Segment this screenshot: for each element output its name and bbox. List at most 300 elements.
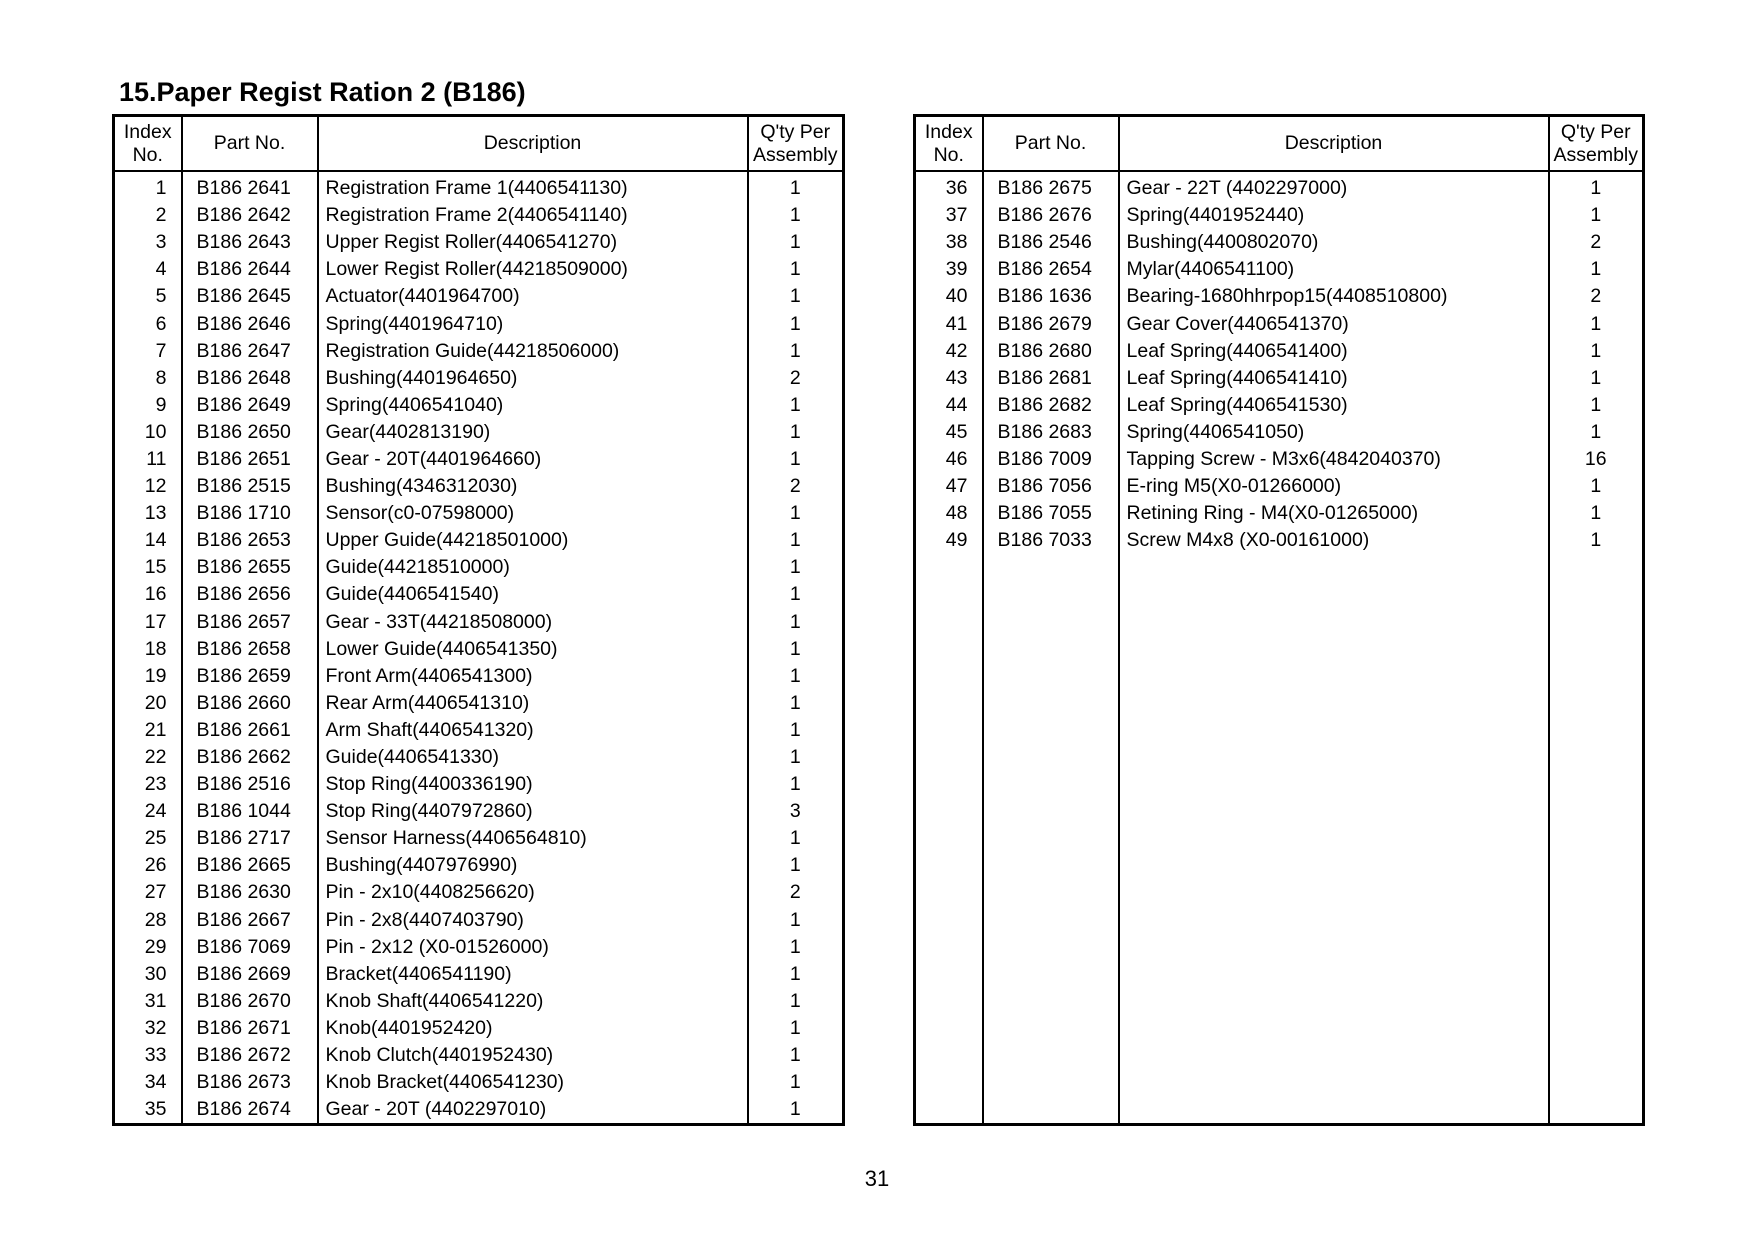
- cell-description: Upper Regist Roller(4406541270): [318, 229, 748, 256]
- cell-part-no: B186 2676: [983, 202, 1119, 229]
- cell-part-no: B186 2630: [182, 879, 318, 906]
- table-row: [915, 256, 1644, 283]
- table-row: [915, 338, 1644, 365]
- cell-description: Pin - 2x10(4408256620): [318, 879, 748, 906]
- cell-part-no: B186 2683: [983, 419, 1119, 446]
- cell-qty: 1: [789, 1044, 801, 1067]
- table-row: [114, 338, 844, 365]
- cell-qty: 1: [789, 718, 801, 741]
- empty-cell: [983, 717, 1119, 744]
- empty-cell: [983, 825, 1119, 852]
- empty-row: [915, 934, 1644, 961]
- cell-index: 9: [114, 392, 182, 419]
- column-header-description: Description: [1119, 116, 1549, 172]
- cell-part-no: B186 2646: [182, 310, 318, 337]
- table-row: [114, 202, 844, 229]
- table-row: [114, 365, 844, 392]
- empty-row: [915, 771, 1644, 798]
- column-header-index: [114, 116, 182, 172]
- empty-row: [915, 1096, 1644, 1125]
- cell-index: 22: [114, 744, 182, 771]
- column-header-index: [915, 116, 983, 172]
- empty-cell: [915, 609, 983, 636]
- table-row: [114, 961, 844, 988]
- cell-description: Spring(4401964710): [318, 310, 748, 337]
- empty-cell: [983, 636, 1119, 663]
- column-header-part-no: Part No.: [182, 116, 318, 172]
- table-row: [114, 879, 844, 906]
- cell-index: 3: [114, 229, 182, 256]
- empty-cell: [1119, 771, 1549, 798]
- cell-qty: 1: [789, 637, 801, 660]
- cell-qty: 1: [789, 583, 801, 606]
- empty-row: [915, 879, 1644, 906]
- cell-part-no: B186 2665: [182, 852, 318, 879]
- cell-description: Front Arm(4406541300): [318, 663, 748, 690]
- cell-qty: 1: [789, 773, 801, 796]
- empty-cell: [915, 798, 983, 825]
- cell-qty: 1: [789, 204, 801, 227]
- cell-part-no: B186 2647: [182, 338, 318, 365]
- table-row: [114, 256, 844, 283]
- cell-part-no: B186 2675: [983, 171, 1119, 202]
- cell-description: Knob Shaft(4406541220): [318, 988, 748, 1015]
- cell-index: 43: [915, 365, 983, 392]
- empty-cell: [915, 1069, 983, 1096]
- empty-row: [915, 690, 1644, 717]
- cell-index: 21: [114, 717, 182, 744]
- empty-row: [915, 988, 1644, 1015]
- cell-part-no: B186 2659: [182, 663, 318, 690]
- empty-cell: [915, 825, 983, 852]
- cell-qty: 1: [789, 231, 801, 254]
- table-row: [114, 1015, 844, 1042]
- empty-cell: [915, 1096, 983, 1125]
- table-row: [114, 446, 844, 473]
- empty-row: [915, 1015, 1644, 1042]
- column-header-qty: [1549, 116, 1644, 172]
- table-row: [114, 852, 844, 879]
- cell-index: 41: [915, 310, 983, 337]
- column-header-qty: [748, 116, 844, 172]
- table-row: [915, 500, 1644, 527]
- cell-qty: 1: [1590, 420, 1602, 443]
- cell-qty: 3: [789, 800, 801, 823]
- page-title: 15.Paper Regist Ration 2 (B186): [119, 77, 526, 107]
- empty-cell: [1549, 852, 1644, 879]
- empty-cell: [1119, 825, 1549, 852]
- table-row: [114, 392, 844, 419]
- cell-qty: 1: [789, 854, 801, 877]
- table-row: [915, 310, 1644, 337]
- table-row: [915, 527, 1644, 554]
- empty-cell: [1119, 988, 1549, 1015]
- cell-index: 29: [114, 934, 182, 961]
- cell-index: 35: [114, 1096, 182, 1125]
- empty-cell: [1549, 1096, 1644, 1125]
- table-row: [114, 771, 844, 798]
- cell-part-no: B186 2670: [182, 988, 318, 1015]
- cell-description: Gear - 33T(44218508000): [318, 609, 748, 636]
- cell-qty: 1: [789, 502, 801, 525]
- empty-cell: [1549, 771, 1644, 798]
- empty-cell: [1549, 663, 1644, 690]
- cell-part-no: B186 2651: [182, 446, 318, 473]
- cell-qty: 1: [789, 908, 801, 931]
- cell-part-no: B186 2671: [182, 1015, 318, 1042]
- empty-cell: [1119, 1069, 1549, 1096]
- cell-index: 42: [915, 338, 983, 365]
- cell-qty: 1: [1590, 502, 1602, 525]
- cell-qty: 1: [789, 556, 801, 579]
- cell-index: 16: [114, 581, 182, 608]
- header-line: Assembly: [1553, 143, 1639, 166]
- cell-qty: 16: [1584, 447, 1607, 470]
- cell-qty: 1: [1590, 475, 1602, 498]
- table-row: [114, 171, 844, 202]
- empty-cell: [1119, 636, 1549, 663]
- empty-cell: [1119, 934, 1549, 961]
- empty-cell: [1549, 609, 1644, 636]
- cell-description: Lower Guide(4406541350): [318, 636, 748, 663]
- cell-description: Screw M4x8 (X0-00161000): [1119, 527, 1549, 554]
- empty-cell: [1549, 1042, 1644, 1069]
- cell-description: Actuator(4401964700): [318, 283, 748, 310]
- cell-qty: 1: [789, 1016, 801, 1039]
- cell-description: Registration Guide(44218506000): [318, 338, 748, 365]
- empty-cell: [983, 961, 1119, 988]
- empty-cell: [983, 744, 1119, 771]
- cell-description: Gear Cover(4406541370): [1119, 310, 1549, 337]
- empty-row: [915, 798, 1644, 825]
- cell-qty: 1: [789, 312, 801, 335]
- cell-index: 40: [915, 283, 983, 310]
- header-line: Index: [924, 120, 973, 143]
- cell-index: 45: [915, 419, 983, 446]
- column-header-description: Description: [318, 116, 748, 172]
- cell-description: Pin - 2x8(4407403790): [318, 907, 748, 934]
- cell-qty: 1: [789, 1071, 801, 1094]
- empty-cell: [915, 961, 983, 988]
- cell-description: Leaf Spring(4406541400): [1119, 338, 1549, 365]
- cell-part-no: B186 2660: [182, 690, 318, 717]
- header-line: No.: [933, 143, 964, 166]
- table-row: [915, 419, 1644, 446]
- cell-index: 44: [915, 392, 983, 419]
- cell-part-no: B186 2653: [182, 527, 318, 554]
- cell-part-no: B186 1044: [182, 798, 318, 825]
- header-line: Index: [123, 120, 172, 143]
- cell-index: 37: [915, 202, 983, 229]
- table-row: [114, 825, 844, 852]
- cell-qty: 1: [1590, 529, 1602, 552]
- cell-index: 4: [114, 256, 182, 283]
- cell-qty: 1: [789, 746, 801, 769]
- table-row: [915, 171, 1644, 202]
- cell-description: Guide(4406541330): [318, 744, 748, 771]
- cell-index: 18: [114, 636, 182, 663]
- cell-part-no: B186 2655: [182, 554, 318, 581]
- empty-row: [915, 744, 1644, 771]
- cell-index: 38: [915, 229, 983, 256]
- cell-index: 1: [114, 171, 182, 202]
- cell-description: Spring(4406541050): [1119, 419, 1549, 446]
- cell-qty: 1: [789, 1098, 801, 1121]
- header-line: Q'ty Per: [1560, 120, 1631, 143]
- cell-part-no: B186 2669: [182, 961, 318, 988]
- empty-cell: [1119, 879, 1549, 906]
- cell-description: Bushing(4400802070): [1119, 229, 1549, 256]
- cell-description: Spring(4406541040): [318, 392, 748, 419]
- header-line: Q'ty Per: [760, 120, 831, 143]
- cell-qty: 1: [789, 447, 801, 470]
- empty-cell: [1119, 1096, 1549, 1125]
- cell-description: Knob Bracket(4406541230): [318, 1069, 748, 1096]
- empty-row: [915, 825, 1644, 852]
- table-row: [114, 527, 844, 554]
- empty-cell: [983, 690, 1119, 717]
- cell-description: Guide(44218510000): [318, 554, 748, 581]
- table-row: [915, 446, 1644, 473]
- cell-part-no: B186 2667: [182, 907, 318, 934]
- cell-index: 11: [114, 446, 182, 473]
- empty-cell: [1549, 636, 1644, 663]
- table-row: [114, 609, 844, 636]
- cell-description: Gear(4402813190): [318, 419, 748, 446]
- empty-cell: [915, 1042, 983, 1069]
- empty-cell: [1119, 907, 1549, 934]
- table-row: [114, 1069, 844, 1096]
- cell-index: 7: [114, 338, 182, 365]
- cell-qty: 1: [1590, 204, 1602, 227]
- empty-cell: [983, 798, 1119, 825]
- empty-cell: [1119, 663, 1549, 690]
- cell-index: 32: [114, 1015, 182, 1042]
- empty-row: [915, 961, 1644, 988]
- table-row: [915, 392, 1644, 419]
- cell-part-no: B186 2516: [182, 771, 318, 798]
- empty-cell: [1549, 934, 1644, 961]
- empty-cell: [915, 988, 983, 1015]
- cell-description: Lower Regist Roller(44218509000): [318, 256, 748, 283]
- table-row: [114, 554, 844, 581]
- table-header-row: [915, 116, 1644, 172]
- table-row: [114, 1096, 844, 1125]
- cell-description: Gear - 20T(4401964660): [318, 446, 748, 473]
- cell-description: Bracket(4406541190): [318, 961, 748, 988]
- cell-qty: 1: [1590, 177, 1602, 200]
- empty-cell: [983, 988, 1119, 1015]
- empty-cell: [915, 852, 983, 879]
- empty-row: [915, 907, 1644, 934]
- cell-description: Registration Frame 2(4406541140): [318, 202, 748, 229]
- table-row: [915, 202, 1644, 229]
- table-row: [114, 283, 844, 310]
- cell-description: Registration Frame 1(4406541130): [318, 171, 748, 202]
- table-row: [114, 988, 844, 1015]
- header-line: No.: [132, 143, 163, 166]
- cell-description: Stop Ring(4400336190): [318, 771, 748, 798]
- cell-qty: 2: [789, 366, 801, 389]
- empty-cell: [983, 852, 1119, 879]
- empty-cell: [915, 690, 983, 717]
- table-row: [114, 798, 844, 825]
- cell-part-no: B186 1636: [983, 283, 1119, 310]
- cell-part-no: B186 7056: [983, 473, 1119, 500]
- table-row: [114, 581, 844, 608]
- cell-qty: 1: [789, 258, 801, 281]
- cell-index: 2: [114, 202, 182, 229]
- cell-part-no: B186 2656: [182, 581, 318, 608]
- empty-cell: [1549, 907, 1644, 934]
- cell-index: 15: [114, 554, 182, 581]
- empty-row: [915, 852, 1644, 879]
- empty-cell: [915, 907, 983, 934]
- cell-description: Retining Ring - M4(X0-01265000): [1119, 500, 1549, 527]
- header-line: Assembly: [752, 143, 838, 166]
- table-row: [114, 310, 844, 337]
- empty-cell: [915, 934, 983, 961]
- cell-qty: 1: [789, 285, 801, 308]
- cell-index: 30: [114, 961, 182, 988]
- empty-cell: [1549, 717, 1644, 744]
- empty-row: [915, 1042, 1644, 1069]
- empty-cell: [915, 554, 983, 581]
- cell-index: 20: [114, 690, 182, 717]
- empty-cell: [983, 1069, 1119, 1096]
- empty-cell: [915, 717, 983, 744]
- cell-part-no: B186 2717: [182, 825, 318, 852]
- cell-index: 48: [915, 500, 983, 527]
- empty-cell: [1549, 798, 1644, 825]
- cell-description: Gear - 20T (4402297010): [318, 1096, 748, 1125]
- cell-part-no: B186 2673: [182, 1069, 318, 1096]
- cell-index: 26: [114, 852, 182, 879]
- cell-description: Upper Guide(44218501000): [318, 527, 748, 554]
- cell-index: 19: [114, 663, 182, 690]
- cell-part-no: B186 2682: [983, 392, 1119, 419]
- empty-cell: [1549, 554, 1644, 581]
- cell-description: Stop Ring(4407972860): [318, 798, 748, 825]
- cell-part-no: B186 2645: [182, 283, 318, 310]
- cell-description: Bearing-1680hhrpop15(4408510800): [1119, 283, 1549, 310]
- empty-cell: [983, 609, 1119, 636]
- cell-qty: 2: [1590, 285, 1602, 308]
- cell-part-no: B186 7069: [182, 934, 318, 961]
- empty-cell: [915, 663, 983, 690]
- cell-description: Mylar(4406541100): [1119, 256, 1549, 283]
- cell-part-no: B186 2662: [182, 744, 318, 771]
- cell-description: Sensor(c0-07598000): [318, 500, 748, 527]
- cell-qty: 2: [789, 881, 801, 904]
- cell-part-no: B186 2672: [182, 1042, 318, 1069]
- cell-part-no: B186 2680: [983, 338, 1119, 365]
- cell-qty: 1: [789, 339, 801, 362]
- table-row: [915, 229, 1644, 256]
- empty-cell: [915, 744, 983, 771]
- table-row: [114, 419, 844, 446]
- empty-cell: [1549, 961, 1644, 988]
- cell-description: Guide(4406541540): [318, 581, 748, 608]
- cell-qty: 1: [1590, 393, 1602, 416]
- empty-cell: [983, 1015, 1119, 1042]
- cell-index: 39: [915, 256, 983, 283]
- cell-qty: 1: [789, 177, 801, 200]
- table-row: [114, 500, 844, 527]
- empty-cell: [915, 879, 983, 906]
- cell-description: Bushing(4407976990): [318, 852, 748, 879]
- parts-table-left: [112, 114, 845, 1126]
- cell-index: 10: [114, 419, 182, 446]
- cell-part-no: B186 2546: [983, 229, 1119, 256]
- cell-part-no: B186 2643: [182, 229, 318, 256]
- empty-cell: [983, 934, 1119, 961]
- empty-cell: [983, 1042, 1119, 1069]
- cell-qty: 1: [789, 393, 801, 416]
- cell-qty: 1: [789, 610, 801, 633]
- cell-index: 49: [915, 527, 983, 554]
- empty-cell: [915, 636, 983, 663]
- cell-index: 14: [114, 527, 182, 554]
- empty-row: [915, 554, 1644, 581]
- cell-qty: 1: [789, 529, 801, 552]
- cell-description: Leaf Spring(4406541530): [1119, 392, 1549, 419]
- empty-cell: [983, 771, 1119, 798]
- cell-part-no: B186 2644: [182, 256, 318, 283]
- cell-qty: 1: [1590, 312, 1602, 335]
- empty-cell: [1119, 1015, 1549, 1042]
- cell-part-no: B186 7055: [983, 500, 1119, 527]
- cell-part-no: B186 2654: [983, 256, 1119, 283]
- table-row: [915, 283, 1644, 310]
- cell-index: 12: [114, 473, 182, 500]
- cell-part-no: B186 2674: [182, 1096, 318, 1125]
- cell-part-no: B186 7033: [983, 527, 1119, 554]
- cell-qty: 1: [1590, 339, 1602, 362]
- empty-cell: [1549, 988, 1644, 1015]
- empty-cell: [1119, 744, 1549, 771]
- column-header-part-no: Part No.: [983, 116, 1119, 172]
- empty-row: [915, 636, 1644, 663]
- empty-cell: [915, 771, 983, 798]
- empty-cell: [983, 1096, 1119, 1125]
- cell-description: Spring(4401952440): [1119, 202, 1549, 229]
- cell-qty: 1: [1590, 366, 1602, 389]
- cell-part-no: B186 2648: [182, 365, 318, 392]
- cell-part-no: B186 2658: [182, 636, 318, 663]
- cell-part-no: B186 2642: [182, 202, 318, 229]
- cell-qty: 1: [789, 827, 801, 850]
- cell-index: 33: [114, 1042, 182, 1069]
- empty-row: [915, 609, 1644, 636]
- table-header-row: [114, 116, 844, 172]
- empty-cell: [1119, 690, 1549, 717]
- cell-part-no: B186 2649: [182, 392, 318, 419]
- cell-index: 8: [114, 365, 182, 392]
- table-row: [114, 717, 844, 744]
- empty-cell: [983, 907, 1119, 934]
- cell-part-no: B186 2661: [182, 717, 318, 744]
- empty-cell: [983, 581, 1119, 608]
- empty-cell: [1549, 744, 1644, 771]
- empty-cell: [1119, 852, 1549, 879]
- table-row: [915, 473, 1644, 500]
- cell-index: 36: [915, 171, 983, 202]
- empty-cell: [1119, 961, 1549, 988]
- cell-description: Bushing(4401964650): [318, 365, 748, 392]
- cell-qty: 1: [789, 935, 801, 958]
- cell-part-no: B186 2681: [983, 365, 1119, 392]
